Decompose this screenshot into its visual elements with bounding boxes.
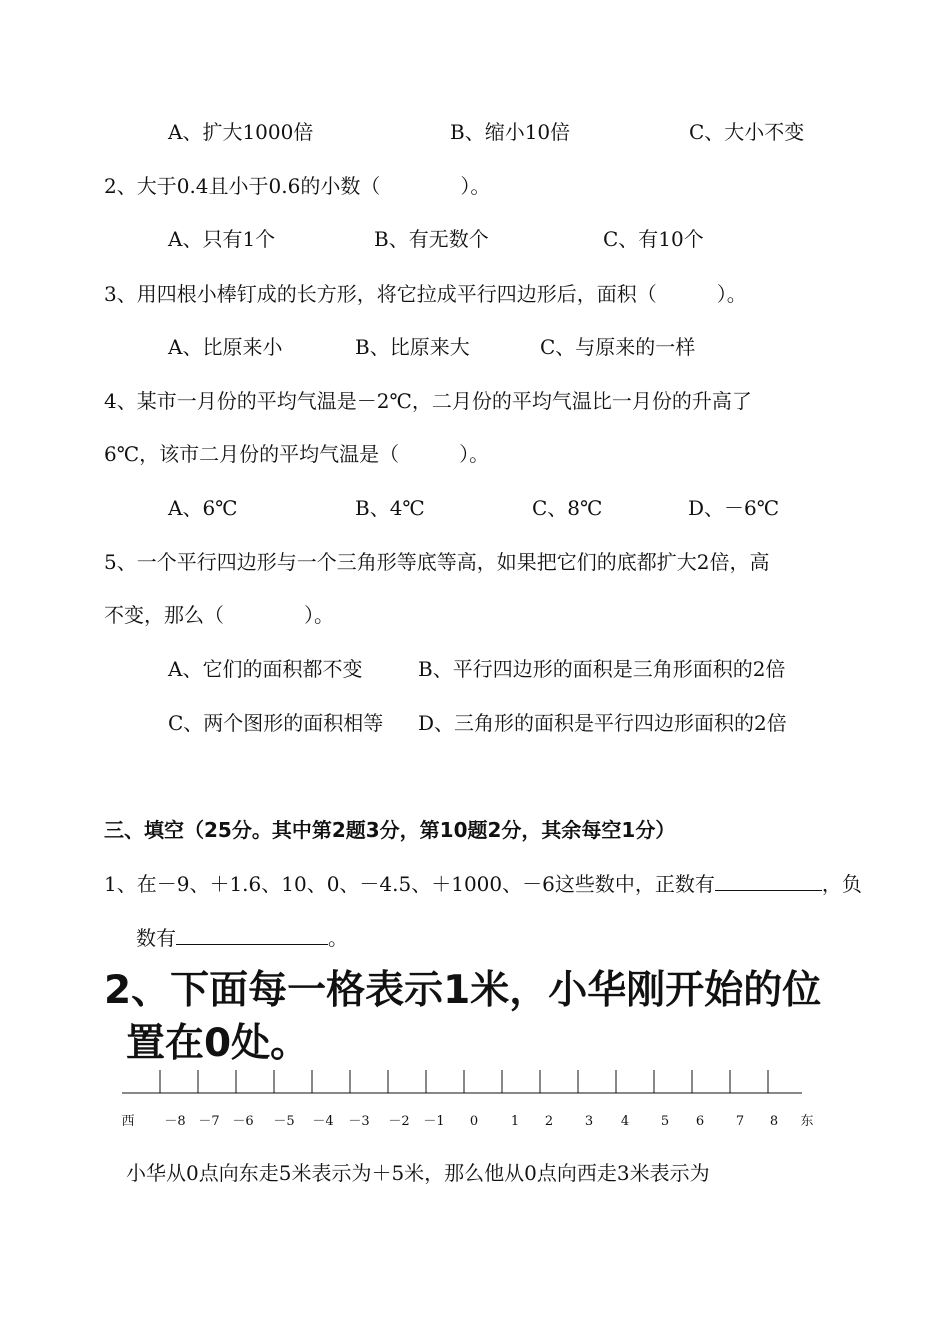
q1-option-a: A、扩大1000倍 [168, 120, 314, 144]
fill-1-negative-blank[interactable] [176, 924, 328, 945]
q4-option-d: D、－6℃ [688, 496, 780, 520]
fill-1-text-a: 1、在－9、＋1.6、10、0、－4.5、＋1000、－6这些数中，正数有 [104, 872, 715, 896]
number-line-label: －4 [312, 1114, 334, 1129]
q2-option-c: C、有10个 [603, 227, 704, 251]
q5-option-c: C、两个图形的面积相等 [168, 711, 384, 735]
number-line-label: 0 [469, 1114, 479, 1129]
section-3-title: 三、填空（25分。其中第2题3分，第10题2分，其余每空1分） [104, 818, 676, 842]
fill-2-heading-line2: 置在0处。 [126, 1021, 310, 1066]
number-line-label: －1 [423, 1114, 445, 1129]
fill-2-heading-line1: 2、下面每一格表示1米，小华刚开始的位 [104, 968, 822, 1013]
q1-option-c: C、大小不变 [689, 120, 805, 144]
q1-option-b: B、缩小10倍 [450, 120, 571, 144]
number-line-label: 8 [769, 1114, 779, 1129]
number-line-label: －6 [232, 1114, 254, 1129]
number-line-label: 3 [584, 1114, 594, 1129]
number-line-label: －8 [164, 1114, 186, 1129]
fill-1-text-b: ，负 [821, 872, 862, 896]
number-line-label: －5 [273, 1114, 295, 1129]
number-line-label: 东 [800, 1114, 814, 1129]
number-line-label: －3 [348, 1114, 370, 1129]
number-line-label: 1 [510, 1114, 520, 1129]
q4-question-line2: 6℃，该市二月份的平均气温是（ ）。 [104, 442, 490, 466]
q4-option-c: C、8℃ [532, 496, 603, 520]
number-line-label: 6 [695, 1114, 705, 1129]
q3-question: 3、用四根小棒钉成的长方形，将它拉成平行四边形后，面积（ ）。 [104, 282, 747, 306]
number-line-label: 2 [544, 1114, 554, 1129]
number-line-label: 5 [660, 1114, 670, 1129]
q5-option-a: A、它们的面积都不变 [168, 657, 363, 681]
fill-1-text-c: 数有 [136, 926, 176, 950]
q5-question-line1: 5、一个平行四边形与一个三角形等底等高，如果把它们的底都扩大2倍，高 [104, 550, 770, 574]
fill-1-line2 [136, 924, 348, 951]
q2-option-b: B、有无数个 [374, 227, 489, 251]
q5-option-b: B、平行四边形的面积是三角形面积的2倍 [418, 657, 786, 681]
fill-1-line1 [104, 870, 862, 897]
q4-option-b: B、4℃ [355, 496, 425, 520]
number-line-label: －2 [388, 1114, 410, 1129]
q5-question-line2: 不变，那么（ ）。 [104, 603, 334, 627]
number-line-ticks [160, 1070, 768, 1093]
number-line-labels [121, 1114, 813, 1129]
q4-option-a: A、6℃ [168, 496, 238, 520]
q3-option-a: A、比原来小 [168, 335, 283, 359]
number-line-label: 4 [620, 1114, 630, 1129]
fill-1-positive-blank[interactable] [715, 870, 822, 891]
number-line-label: 西 [121, 1114, 135, 1129]
q4-question-line1: 4、某市一月份的平均气温是－2℃，二月份的平均气温比一月份的升高了 [104, 389, 752, 413]
fill-2-text: 小华从0点向东走5米表示为＋5米，那么他从0点向西走3米表示为 [126, 1161, 710, 1185]
q3-option-c: C、与原来的一样 [540, 335, 696, 359]
fill-1-text-d: 。 [328, 926, 348, 950]
number-line-label: －7 [198, 1114, 220, 1129]
q2-option-a: A、只有1个 [168, 227, 276, 251]
q5-option-d: D、三角形的面积是平行四边形面积的2倍 [418, 711, 787, 735]
q3-option-b: B、比原来大 [355, 335, 470, 359]
number-line-label: 7 [735, 1114, 745, 1129]
q2-question: 2、大于0.4且小于0.6的小数（ ）。 [104, 174, 491, 198]
number-line [0, 1060, 950, 1140]
